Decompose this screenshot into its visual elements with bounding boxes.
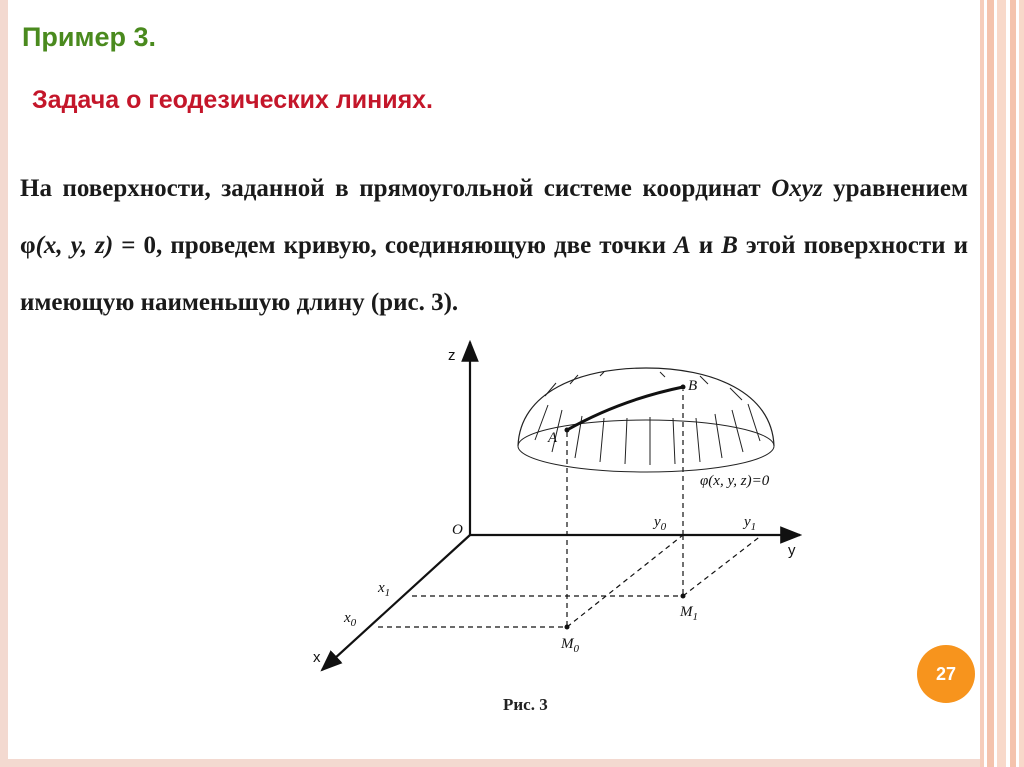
slide-subtitle: Задача о геодезических линиях. (32, 86, 434, 114)
text-part: и (690, 232, 722, 259)
z-axis-label: z (448, 347, 456, 364)
point-a (565, 428, 570, 433)
text-part: = 0, проведем кривую, соединяющую две точки (113, 232, 675, 259)
origin-label: O (452, 522, 463, 538)
y-axis-label: y (788, 542, 796, 559)
point-m1 (681, 594, 686, 599)
y0-label: $y_0$ (654, 514, 667, 533)
point-m0 (565, 625, 570, 630)
text-part: На поверхности, заданной в прямоугольной системе координат (20, 175, 772, 202)
m1-label: $M_1$ (680, 604, 698, 623)
projection-lines (378, 390, 762, 627)
x1-label: $x_1$ (378, 580, 391, 599)
figure-caption: Рис. 3 (503, 695, 548, 714)
phi-symbol: φ (20, 232, 36, 259)
x0-label: $x_0$ (344, 610, 357, 629)
point-b-label: B (688, 378, 698, 394)
point-a-text: A (674, 232, 691, 259)
surface-equation-label: φ(x, y, z)=0 (700, 473, 770, 489)
x-axis-label: x (313, 649, 321, 666)
slide-title: Пример 3. (22, 22, 156, 52)
text-part: уравнением (822, 175, 968, 202)
m0-label: $M_0$ (561, 636, 579, 655)
y1-label: $y_1$ (744, 514, 757, 533)
page-number-badge: 27 (917, 645, 975, 703)
surface-dome (518, 368, 774, 472)
point-b (681, 385, 686, 390)
text-part: этой поверхности и имеющую наименьшую длину (рис. 3). (20, 232, 968, 316)
point-b-text: B (721, 232, 738, 259)
x-axis (322, 535, 470, 670)
equation-args: (x, y, z) (35, 232, 114, 259)
coord-system-label: Oxyz (771, 175, 823, 202)
point-a-label: A (548, 430, 558, 446)
